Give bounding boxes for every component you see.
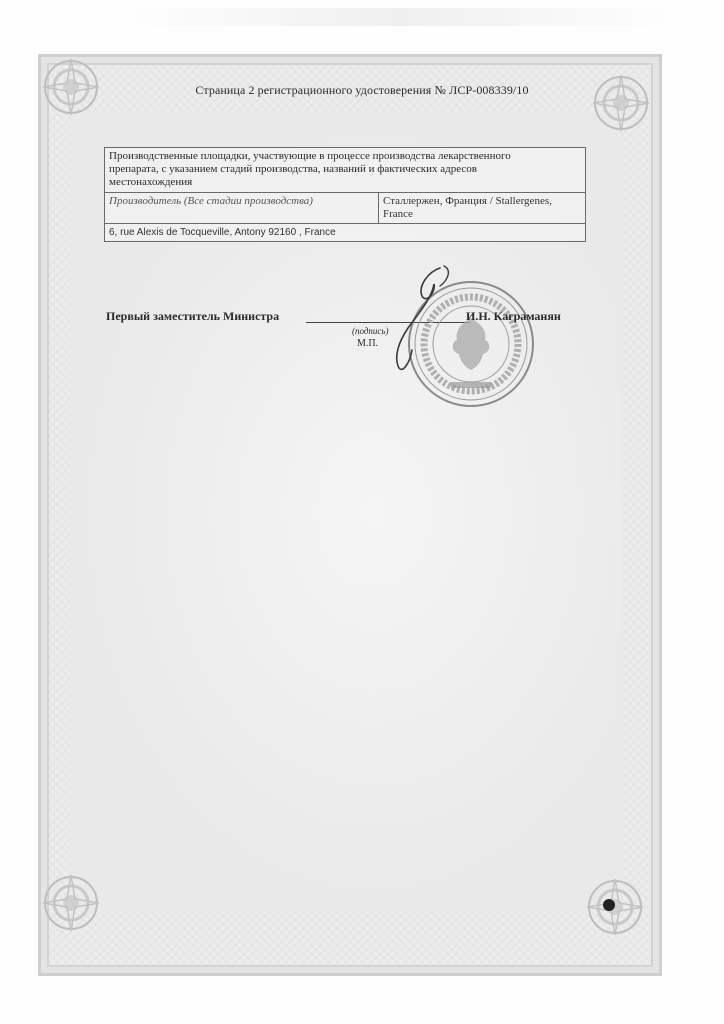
signature-caption: (подпись) xyxy=(352,326,389,336)
signatory-position: Первый заместитель Министра xyxy=(106,309,280,323)
stamp-place-label: М.П. xyxy=(357,338,379,349)
table-header-text: Производственные площадки, участвующие в процессе производства лекарственного препарата, с указанием стадий производства, названий и фактических адресов местонахождения xyxy=(109,150,511,188)
signatory-name: И.Н. Каграманян xyxy=(466,309,561,323)
production-sites-table xyxy=(104,147,586,242)
page-title: Страница 2 регистрационного удостоверения № ЛСР-008339/10 xyxy=(195,83,529,97)
table-row xyxy=(105,193,586,224)
table-row xyxy=(105,224,586,242)
address-cell: 6, rue Alexis de Tocqueville, Antony 92160 , France xyxy=(105,224,586,242)
table-header-row xyxy=(105,148,586,193)
corner-ornament-icon xyxy=(590,72,652,134)
punch-hole xyxy=(603,899,615,911)
handwritten-signature-icon xyxy=(378,262,478,382)
corner-ornament-icon xyxy=(584,876,646,938)
table-header-cell xyxy=(105,148,586,193)
scan-artifact xyxy=(120,8,680,26)
manufacturer-cell: Сталлержен, Франция / Stallergenes, France xyxy=(379,193,586,224)
production-role-cell: Производитель (Все стадии производства) xyxy=(105,193,379,224)
corner-ornament-icon xyxy=(40,872,102,934)
